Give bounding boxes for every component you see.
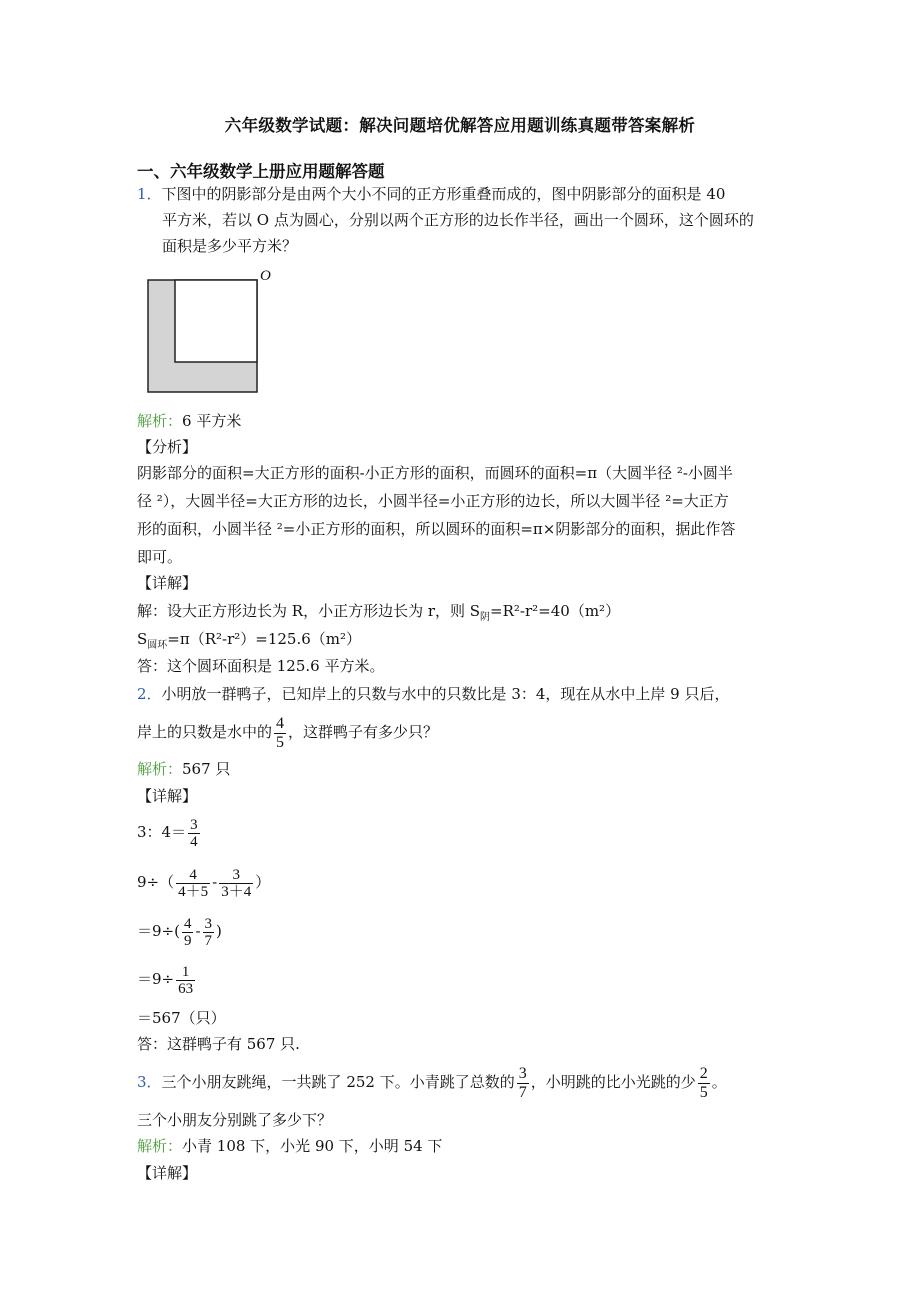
- q2-step4: [137, 960, 197, 998]
- q1-line2: 平方米，若以 O 点为圆心，分别以两个正方形的边长作半径，画出一个圆环，这个圆环的: [162, 211, 754, 229]
- frac-num: 3: [219, 867, 253, 884]
- q1-analysis-heading: 【分析】: [137, 438, 198, 456]
- fraction: [176, 964, 195, 997]
- q1-line3: 面积是多少平方米？: [162, 237, 298, 255]
- q3-text-1b: ，小明跳的比小光跳的少: [530, 1073, 696, 1091]
- answer-label: 解析：: [137, 760, 183, 778]
- answer-label: 解析：: [137, 1137, 183, 1155]
- document-title: 六年级数学试题：解决问题培优解答应用题训练真题带答案解析: [224, 116, 696, 135]
- small-square: [175, 280, 257, 362]
- q3-line1: [137, 1062, 727, 1102]
- q1-d2-pre: S: [137, 630, 148, 648]
- q2-text-1: 小明放一群鸭子，已知岸上的只数与水中的只数比是 3：4，现在从水中上岸 9 只后，: [161, 685, 730, 703]
- answer-label: 解析：: [137, 412, 183, 430]
- q1-d2-sub: 圆环: [147, 640, 168, 651]
- q2-s2-post: ）: [255, 873, 271, 891]
- q1-d1-sub: 阴: [480, 612, 491, 623]
- frac-num: 4: [176, 867, 210, 884]
- minus-sign: -: [212, 873, 218, 891]
- q3-answer-value: 小青 108 下，小光 90 下，小明 54 下: [182, 1137, 443, 1155]
- q1-number: 1．: [137, 185, 162, 203]
- q2-conclusion: 答：这群鸭子有 567 只.: [137, 1035, 300, 1053]
- q1-analysis-line: 即可。: [137, 548, 183, 566]
- frac-num: 3: [190, 816, 198, 833]
- q1-answer-value: 6 平方米: [182, 412, 242, 430]
- q2-s4-pre: ＝9÷: [137, 970, 175, 988]
- q2-text-2a: 岸上的只数是水中的: [137, 723, 273, 741]
- fraction: [203, 916, 215, 949]
- frac-num: 4: [183, 915, 192, 932]
- frac-num: 4: [276, 714, 285, 732]
- q2-step3: [137, 912, 222, 950]
- frac-den: 4＋5: [178, 883, 209, 900]
- q2-step5: ＝567（只）: [137, 1009, 226, 1027]
- frac-den: 7: [204, 932, 213, 949]
- q1-analysis-line: 阴影部分的面积=大正方形的面积-小正方形的面积，而圆环的面积=π（大圆半径 ²-小圆半: [137, 464, 733, 482]
- q1-figure: [143, 266, 283, 396]
- q1-analysis-line: 径 ²），大圆半径=大正方形的边长，小圆半径=小正方形的边长，所以大圆半径 ²=大正方: [137, 492, 729, 510]
- q2-answer-value: 567 只: [182, 760, 231, 778]
- q3-line2: 三个小朋友分别跳了多少下？: [137, 1111, 333, 1129]
- q3-text-1a: 三个小朋友跳绳，一共跳了 252 下。小青跳了总数的: [161, 1073, 515, 1091]
- fraction-4-5: [274, 715, 286, 752]
- q1-conclusion: 答：这个圆环面积是 125.6 平方米。: [137, 657, 385, 675]
- q1-analysis-line: 形的面积，小圆半径 ²=小正方形的面积，所以圆环的面积=π×阴影部分的面积，据此作答: [137, 520, 736, 538]
- frac-den: 63: [178, 980, 194, 997]
- q2-line1: [137, 683, 730, 705]
- q1-d2-post: =π（R²-r²）=125.6（m²）: [167, 630, 362, 648]
- q2-s3-pre: ＝9÷(: [137, 922, 180, 940]
- fraction-3-7: [517, 1065, 529, 1102]
- q2-step1: [137, 813, 202, 851]
- q2-line2: [137, 712, 438, 752]
- fraction-2-5: [698, 1065, 710, 1102]
- q1-text-1: 下图中的阴影部分是由两个大小不同的正方形重叠而成的，图中阴影部分的面积是 40: [161, 185, 726, 203]
- frac-den: 5: [699, 1083, 708, 1101]
- frac-num: 1: [176, 964, 195, 981]
- q3-detail-heading: 【详解】: [137, 1164, 198, 1182]
- q3-answer: [137, 1135, 442, 1157]
- frac-num: 2: [699, 1064, 708, 1082]
- q2-s3-post: ): [216, 922, 222, 940]
- q2-s1-pre: 3：4＝: [137, 823, 187, 841]
- frac-num: 3: [518, 1064, 527, 1082]
- q1-answer: [137, 410, 241, 432]
- section-heading: 一、六年级数学上册应用题解答题: [137, 162, 385, 181]
- q2-step2: [137, 863, 270, 901]
- q1-detail-heading: 【详解】: [137, 574, 198, 592]
- q1-d1-pre: 解：设大正方形边长为 R，小正方形边长为 r，则 S: [137, 602, 481, 620]
- q2-number: 2．: [137, 685, 162, 703]
- fraction: [176, 867, 210, 900]
- fraction: [219, 867, 253, 900]
- q1-line1: [137, 183, 725, 205]
- q1-d1-post: =R²-r²=40（m²）: [490, 602, 621, 620]
- q3-number: 3．: [137, 1073, 162, 1091]
- q2-text-2b: ，这群鸭子有多少只？: [288, 723, 439, 741]
- q3-text-1c: 。: [711, 1073, 727, 1091]
- point-o-label: O: [260, 268, 271, 284]
- frac-num: 3: [204, 915, 213, 932]
- frac-den: 7: [518, 1083, 527, 1101]
- q2-detail-heading: 【详解】: [137, 787, 198, 805]
- q1-detail-line1: [137, 600, 620, 629]
- frac-den: 4: [190, 833, 198, 850]
- frac-den: 9: [183, 932, 192, 949]
- q2-s2-pre: 9÷（: [137, 873, 175, 891]
- frac-den: 3＋4: [221, 883, 252, 900]
- fraction: [188, 817, 200, 850]
- fraction: [182, 916, 194, 949]
- q2-answer: [137, 758, 230, 780]
- minus-sign: -: [195, 922, 201, 940]
- q1-detail-line2: [137, 628, 361, 657]
- frac-den: 5: [276, 733, 285, 751]
